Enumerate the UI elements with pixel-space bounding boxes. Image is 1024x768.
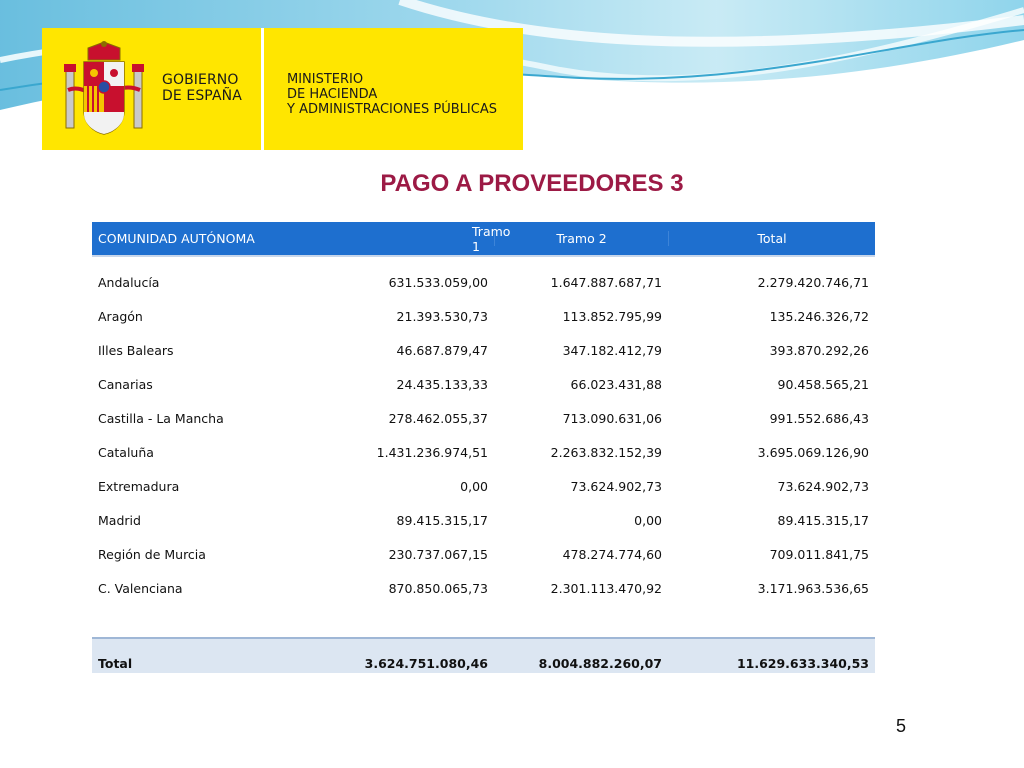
payments-table [92,222,875,673]
cell-tramo-1: 0,00 [460,478,488,494]
total-label: Total [98,656,133,671]
cell-tramo-1: 278.462.055,37 [388,410,488,426]
table-row [92,265,875,299]
cell-tramo-2: 2.301.113.470,92 [550,580,662,596]
gobierno-text [162,72,242,104]
cell-region: Andalucía [98,274,160,290]
table-header [92,222,875,257]
cell-tramo-1: 21.393.530,73 [396,308,488,324]
cell-tramo-2: 713.090.631,06 [562,410,662,426]
cell-total: 73.624.902,73 [777,478,869,494]
header-tramo-1: Tramo 1 [472,223,511,254]
min-line2: DE HACIENDA [287,87,378,102]
table-row [92,537,875,571]
total-tramo-1: 3.624.751.080,46 [364,656,488,671]
cell-total: 709.011.841,75 [769,546,869,562]
cell-region: Castilla - La Mancha [98,410,224,426]
cell-region: Illes Balears [98,342,174,358]
cell-region: Aragón [98,308,143,324]
cell-total: 135.246.326,72 [769,308,869,324]
cell-tramo-2: 478.274.774,60 [562,546,662,562]
cell-total: 2.279.420.746,71 [757,274,869,290]
cell-region: Madrid [98,512,141,528]
cell-region: C. Valenciana [98,580,183,596]
cell-tramo-1: 631.533.059,00 [388,274,488,290]
cell-total: 393.870.292,26 [769,342,869,358]
logo-divider [261,28,264,150]
table-row [92,435,875,469]
table-row [92,367,875,401]
min-line1: MINISTERIO [287,72,364,87]
table-row [92,401,875,435]
header-comunidad: COMUNIDAD AUTÓNOMA [98,231,255,246]
cell-tramo-2: 113.852.795,99 [562,308,662,324]
table-row [92,503,875,537]
gov-line1: GOBIERNO [162,72,239,88]
cell-tramo-2: 0,00 [634,512,662,528]
cell-tramo-1: 870.850.065,73 [388,580,488,596]
cell-tramo-2: 347.182.412,79 [562,342,662,358]
cell-tramo-1: 1.431.236.974,51 [376,444,488,460]
ministerio-text [287,72,497,117]
cell-tramo-1: 24.435.133,33 [396,376,488,392]
cell-tramo-1: 46.687.879,47 [396,342,488,358]
cell-tramo-2: 1.647.887.687,71 [550,274,662,290]
cell-tramo-1: 89.415.315,17 [396,512,488,528]
header-tramo-2: Tramo 2 [494,231,668,246]
cell-region: Región de Murcia [98,546,206,562]
coat-of-arms-icon [62,40,146,140]
cell-total: 3.171.963.536,65 [757,580,869,596]
page-title: PAGO A PROVEEDORES 3 [380,170,684,197]
min-line3: Y ADMINISTRACIONES PÚBLICAS [287,102,497,117]
table-row [92,469,875,503]
cell-tramo-2: 73.624.902,73 [570,478,662,494]
table-row [92,299,875,333]
table-total-row [92,637,875,673]
cell-region: Extremadura [98,478,180,494]
cell-total: 991.552.686,43 [769,410,869,426]
gov-line2: DE ESPAÑA [162,88,242,104]
government-logo [42,28,523,150]
cell-region: Canarias [98,376,153,392]
cell-tramo-1: 230.737.067,15 [388,546,488,562]
total-total: 11.629.633.340,53 [736,656,869,671]
header-total: Total [668,231,875,246]
table-row [92,571,875,605]
cell-region: Cataluña [98,444,154,460]
cell-total: 90.458.565,21 [777,376,869,392]
cell-total: 3.695.069.126,90 [757,444,869,460]
cell-total: 89.415.315,17 [777,512,869,528]
cell-tramo-2: 2.263.832.152,39 [550,444,662,460]
cell-tramo-2: 66.023.431,88 [570,376,662,392]
total-tramo-2: 8.004.882.260,07 [538,656,662,671]
page-number: 5 [896,716,907,736]
table-row [92,333,875,367]
